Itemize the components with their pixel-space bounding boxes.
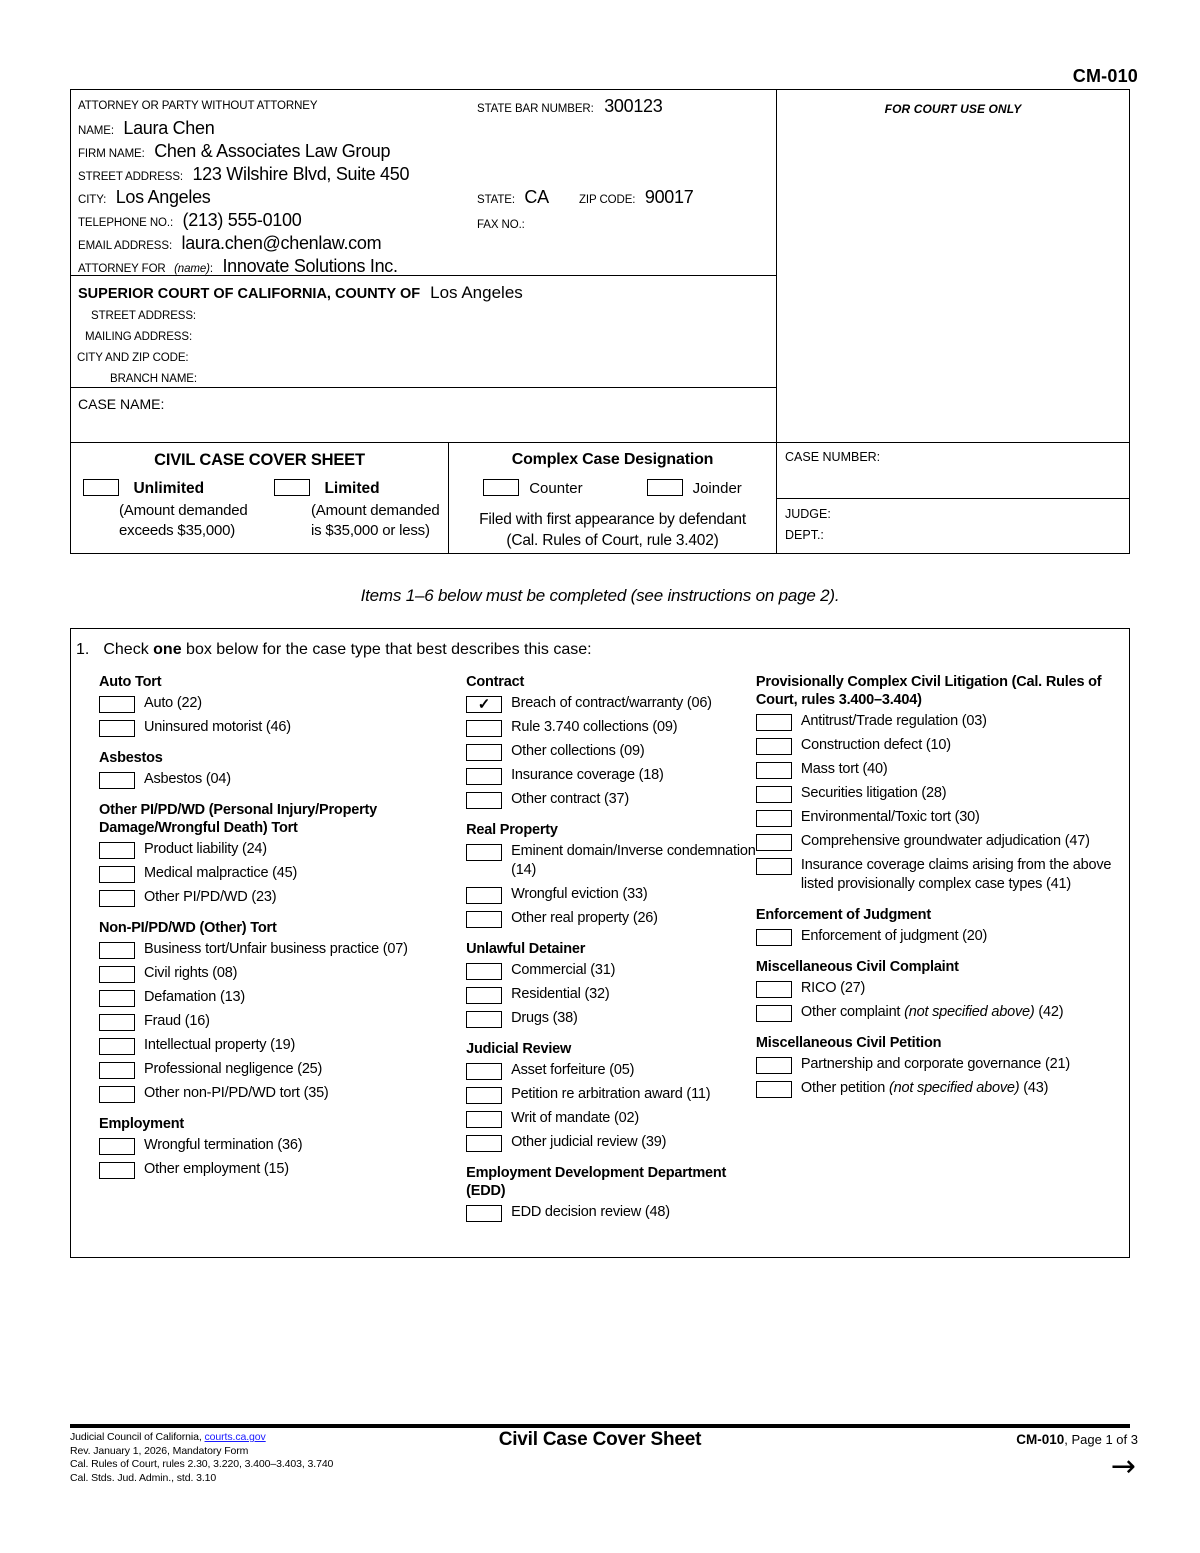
zip-field[interactable]: ZIP CODE: 90017 <box>579 187 694 207</box>
case-type-option[interactable] <box>756 979 1123 998</box>
case-type-option[interactable] <box>466 1061 756 1080</box>
case-type-group-heading: Provisionally Complex Civil Litigation (Cal. Rules of Court, rules 3.400–3.404) <box>755 674 1102 708</box>
case-type-option[interactable] <box>99 770 466 789</box>
case-type-option-label: EDD decision review (48) <box>511 1204 670 1220</box>
attorney-court-row <box>71 90 1129 442</box>
for-court-use-label: FOR COURT USE ONLY <box>884 102 1022 116</box>
case-type-option[interactable] <box>756 927 1123 946</box>
complex-filed-note <box>449 509 776 551</box>
caption-box <box>70 89 1130 554</box>
case-type-checkbox[interactable] <box>756 1005 792 1022</box>
case-type-option-label: Business tort/Unfair business practice (07) <box>144 941 408 957</box>
case-type-checkbox[interactable] <box>99 866 135 883</box>
case-type-checkbox[interactable] <box>99 1038 135 1055</box>
case-type-option[interactable] <box>466 985 756 1004</box>
footer-page-number: , Page 1 of 3 <box>1064 1432 1138 1447</box>
footer-line3: Cal. Rules of Court, rules 2.30, 3.220, 3.400–3.403, 3.740 <box>70 1458 334 1470</box>
case-type-option[interactable] <box>99 1160 466 1179</box>
court-title <box>78 283 523 303</box>
case-type-option-label: Commercial (31) <box>511 962 616 978</box>
case-type-option-label: Breach of contract/warranty (06) <box>511 695 712 711</box>
dept-label: DEPT.: <box>785 528 824 542</box>
case-type-checkbox[interactable] <box>756 834 792 851</box>
case-type-checkbox[interactable] <box>466 1011 502 1028</box>
case-type-option-label: Other petition (not specified above) (43) <box>800 1080 1049 1096</box>
item1-text-bold: one <box>153 641 182 658</box>
counter-checkbox[interactable] <box>483 479 519 496</box>
case-type-checkbox[interactable] <box>99 942 135 959</box>
case-type-group-heading: Auto Tort <box>99 674 162 690</box>
case-type-option[interactable] <box>756 712 1123 731</box>
limited-checkbox[interactable] <box>274 479 310 496</box>
case-type-option-label: Other complaint (not specified above) (42) <box>800 1004 1064 1020</box>
case-type-option-label: Wrongful eviction (33) <box>511 886 648 902</box>
case-name-label: CASE NAME: <box>78 396 165 412</box>
case-type-option[interactable] <box>466 1085 756 1104</box>
court-block <box>71 275 776 387</box>
case-type-option-label: Mass tort (40) <box>800 761 888 777</box>
attorney-for-field[interactable]: ATTORNEY FOR (name): Innovate Solutions Inc. <box>78 256 398 276</box>
footer-line1-pre: Judicial Council of California, <box>70 1431 205 1443</box>
case-type-option[interactable] <box>756 1003 1123 1022</box>
item1-number: 1. <box>76 641 90 658</box>
attorney-block <box>71 90 776 275</box>
case-type-checkbox[interactable] <box>99 772 135 789</box>
case-type-option[interactable] <box>756 832 1123 851</box>
form-number: CM-010 <box>1072 66 1138 86</box>
case-type-option-label: Other contract (37) <box>511 791 629 807</box>
case-type-option-label: Fraud (16) <box>144 1013 210 1029</box>
item1-heading <box>76 641 592 659</box>
for-court-use-box <box>777 90 1129 442</box>
joinder-label: Joinder <box>692 480 742 497</box>
case-type-option[interactable] <box>99 988 466 1007</box>
case-type-option[interactable] <box>756 760 1123 779</box>
case-type-option[interactable] <box>756 736 1123 755</box>
case-type-option[interactable] <box>99 1036 466 1055</box>
case-type-checkbox[interactable] <box>99 842 135 859</box>
case-type-columns <box>99 673 1123 1227</box>
court-mailing-address-field[interactable]: MAILING ADDRESS: <box>85 331 193 343</box>
state-bar-field[interactable]: STATE BAR NUMBER: 300123 <box>477 96 663 116</box>
case-type-option-label: Uninsured motorist (46) <box>144 719 291 735</box>
case-type-option-label: Product liability (24) <box>144 841 267 857</box>
case-type-option-label: Petition re arbitration award (11) <box>511 1086 711 1102</box>
case-type-option[interactable] <box>99 840 466 859</box>
city-value: Los Angeles <box>115 187 211 207</box>
case-type-checkbox[interactable] <box>466 1111 502 1128</box>
case-type-option-label: Residential (32) <box>511 986 610 1002</box>
firm-name-field[interactable]: FIRM NAME: Chen & Associates Law Group <box>78 141 391 161</box>
name-value: Laura Chen <box>123 118 215 138</box>
case-type-column-1 <box>99 673 466 1227</box>
case-type-option[interactable] <box>756 784 1123 803</box>
case-type-option[interactable] <box>99 940 466 959</box>
telephone-field[interactable]: TELEPHONE NO.: (213) 555-0100 <box>78 210 302 230</box>
case-type-checkbox[interactable] <box>466 844 502 861</box>
courts-website-link[interactable]: courts.ca.gov <box>204 1431 266 1443</box>
counter-label: Counter <box>529 480 583 497</box>
case-type-checkbox[interactable] <box>466 887 502 904</box>
case-type-option-label: Drugs (38) <box>511 1010 578 1026</box>
case-type-group-heading: Miscellaneous Civil Petition <box>755 1035 942 1051</box>
case-type-option[interactable] <box>756 808 1123 827</box>
case-type-checkbox[interactable] <box>466 1063 502 1080</box>
case-type-checkbox[interactable] <box>756 762 792 779</box>
case-type-checkbox[interactable] <box>466 1135 502 1152</box>
state-field[interactable]: STATE: CA <box>477 187 549 207</box>
case-type-checkbox[interactable] <box>99 966 135 983</box>
court-street-address-field[interactable]: STREET ADDRESS: <box>91 310 197 322</box>
email-field[interactable]: EMAIL ADDRESS: laura.chen@chenlaw.com <box>78 233 382 253</box>
case-type-checkbox[interactable] <box>99 1162 135 1179</box>
case-type-option-label: Construction defect (10) <box>800 737 951 753</box>
case-type-option[interactable] <box>466 1133 756 1152</box>
case-type-option-label: Auto (22) <box>144 695 202 711</box>
case-type-checkbox[interactable] <box>466 696 502 713</box>
unlimited-label: Unlimited <box>133 480 205 497</box>
case-type-option[interactable] <box>99 1060 466 1079</box>
cover-sheet-title: CIVIL CASE COVER SHEET <box>154 451 365 469</box>
case-type-option-label: Other non-PI/PD/WD tort (35) <box>144 1085 329 1101</box>
case-type-option[interactable] <box>99 718 466 737</box>
case-type-option[interactable] <box>466 742 756 761</box>
case-type-group-heading: Employment <box>99 1116 185 1132</box>
case-type-checkbox[interactable] <box>99 1086 135 1103</box>
case-type-checkbox[interactable] <box>756 738 792 755</box>
case-type-option-label: Enforcement of judgment (20) <box>800 928 988 944</box>
footer-form-title: Civil Case Cover Sheet <box>498 1429 702 1450</box>
case-type-group-heading: Unlawful Detainer <box>466 941 586 957</box>
case-type-checkbox[interactable] <box>466 720 502 737</box>
case-type-checkbox[interactable] <box>756 714 792 731</box>
counter-option[interactable] <box>483 479 582 497</box>
telephone-value: (213) 555-0100 <box>182 210 302 230</box>
case-type-checkbox[interactable] <box>466 768 502 785</box>
case-type-option-label: Medical malpractice (45) <box>144 865 298 881</box>
case-type-group-heading: Enforcement of Judgment <box>755 907 931 923</box>
judge-label: JUDGE: <box>785 507 831 521</box>
case-type-checkbox[interactable] <box>756 858 792 875</box>
case-type-option-label: Other judicial review (39) <box>511 1134 667 1150</box>
email-value: laura.chen@chenlaw.com <box>181 233 382 253</box>
case-type-group-heading: Real Property <box>466 822 558 838</box>
case-type-option[interactable] <box>99 864 466 883</box>
case-type-option[interactable] <box>466 790 756 809</box>
case-type-option[interactable] <box>466 718 756 737</box>
case-type-option-label: Other collections (09) <box>511 743 645 759</box>
attorney-for-value: Innovate Solutions Inc. <box>222 256 398 276</box>
case-type-option-label: Other real property (26) <box>511 910 658 926</box>
court-title-label: SUPERIOR COURT OF CALIFORNIA, COUNTY OF <box>78 286 421 302</box>
joinder-option[interactable] <box>647 479 742 497</box>
case-number-box[interactable] <box>777 443 1129 499</box>
case-type-checkbox[interactable] <box>99 1014 135 1031</box>
case-type-option[interactable] <box>99 1012 466 1031</box>
case-type-column-2 <box>466 673 756 1227</box>
case-type-checkbox[interactable] <box>466 1087 502 1104</box>
case-type-option[interactable] <box>756 1079 1123 1098</box>
cover-sheet-type-cell <box>71 443 449 553</box>
case-type-option-label: Securities litigation (28) <box>800 785 947 801</box>
case-type-checkbox[interactable] <box>99 696 135 713</box>
case-type-option[interactable] <box>466 1109 756 1128</box>
unlimited-description: (Amount demanded exceeds $35,000) <box>119 502 248 539</box>
case-type-group-heading: Miscellaneous Civil Complaint <box>755 959 959 975</box>
case-type-group-heading: Non-PI/PD/WD (Other) Tort <box>99 920 277 936</box>
case-type-option-label: Insurance coverage claims arising from the above listed provisionally complex case types (41) <box>800 857 1112 892</box>
footer-rule <box>70 1424 1130 1428</box>
firm-name-value: Chen & Associates Law Group <box>154 141 391 161</box>
limited-label: Limited <box>324 480 380 497</box>
case-type-option[interactable] <box>466 766 756 785</box>
zip-value: 90017 <box>644 187 694 207</box>
street-address-field[interactable]: STREET ADDRESS: 123 Wilshire Blvd, Suite 450 <box>78 164 410 184</box>
case-meta-cell <box>777 443 1129 553</box>
case-type-option-label: Intellectual property (19) <box>144 1037 296 1053</box>
case-type-option-label: Comprehensive groundwater adjudication (47) <box>800 833 1090 849</box>
case-type-checkbox[interactable] <box>466 792 502 809</box>
name-field[interactable]: NAME: Laura Chen <box>78 118 215 138</box>
case-type-option[interactable] <box>99 694 466 713</box>
case-type-option-label: Other employment (15) <box>144 1161 289 1177</box>
case-type-checkbox[interactable] <box>756 1081 792 1098</box>
case-type-group-heading: Employment Development Department (EDD) <box>466 1165 727 1199</box>
case-type-checkbox[interactable] <box>756 1057 792 1074</box>
unlimited-option[interactable] <box>83 479 204 498</box>
cover-sheet-band <box>71 442 1129 553</box>
case-type-option-label: Antitrust/Trade regulation (03) <box>800 713 987 729</box>
instruction-line: Items 1–6 below must be completed (see instructions on page 2). <box>360 586 840 605</box>
case-type-option[interactable] <box>466 909 756 928</box>
case-type-group-heading: Asbestos <box>99 750 163 766</box>
case-type-checkbox[interactable] <box>756 786 792 803</box>
case-type-option-label: Environmental/Toxic tort (30) <box>800 809 980 825</box>
case-type-option-label: Asbestos (04) <box>144 771 231 787</box>
case-type-checkbox[interactable] <box>466 987 502 1004</box>
footer-page-info <box>1016 1432 1138 1447</box>
case-type-checkbox[interactable] <box>466 1205 502 1222</box>
fax-field[interactable]: FAX NO.: <box>477 219 525 231</box>
footer-line4: Cal. Stds. Jud. Admin., std. 3.10 <box>70 1471 217 1484</box>
court-county-value: Los Angeles <box>430 283 523 302</box>
item1-text-a: Check <box>103 641 154 658</box>
case-type-checkbox[interactable] <box>99 720 135 737</box>
complex-designation-options <box>449 479 776 497</box>
case-type-checkbox[interactable] <box>99 890 135 907</box>
attorney-column <box>71 90 777 442</box>
case-type-option[interactable] <box>756 856 1123 894</box>
case-type-option-label: Professional negligence (25) <box>144 1061 323 1077</box>
complex-filed-line2: (Cal. Rules of Court, rule 3.402) <box>506 532 719 549</box>
court-branch-name-field[interactable]: BRANCH NAME: <box>110 373 197 385</box>
case-type-group-heading: Judicial Review <box>466 1041 572 1057</box>
unlimited-checkbox[interactable] <box>83 479 119 496</box>
item1-text-c: box below for the case type that best describes this case: <box>181 641 592 658</box>
case-type-option[interactable] <box>99 1136 466 1155</box>
case-type-option[interactable] <box>466 842 756 880</box>
case-type-checkbox[interactable] <box>466 911 502 928</box>
case-type-checkbox[interactable] <box>756 981 792 998</box>
street-address-value: 123 Wilshire Blvd, Suite 450 <box>192 164 410 184</box>
case-type-checkbox[interactable] <box>466 744 502 761</box>
case-type-option[interactable] <box>466 694 756 713</box>
case-type-option[interactable] <box>756 1055 1123 1074</box>
case-type-option-label: RICO (27) <box>800 980 866 996</box>
case-type-option[interactable] <box>466 1009 756 1028</box>
joinder-checkbox[interactable] <box>647 479 683 496</box>
case-type-checkbox[interactable] <box>756 929 792 946</box>
case-type-column-3 <box>756 673 1123 1227</box>
attorney-for-name-hint: (name) <box>174 263 210 275</box>
limited-option[interactable] <box>274 479 380 498</box>
case-type-group-heading: Contract <box>466 674 525 690</box>
case-type-option-label: Other PI/PD/WD (23) <box>144 889 277 905</box>
case-name-block[interactable] <box>71 387 776 442</box>
case-type-option-label: Asset forfeiture (05) <box>511 1062 635 1078</box>
attorney-section-label: ATTORNEY OR PARTY WITHOUT ATTORNEY <box>78 100 318 112</box>
item1-box <box>70 628 1130 1258</box>
case-type-option[interactable] <box>466 961 756 980</box>
case-type-option-label: Civil rights (08) <box>144 965 238 981</box>
case-type-option[interactable] <box>99 964 466 983</box>
limited-description: (Amount demanded is $35,000 or less) <box>311 502 440 539</box>
case-type-checkbox[interactable] <box>99 1138 135 1155</box>
complex-designation-title: Complex Case Designation <box>511 451 714 468</box>
case-type-option-label: Eminent domain/Inverse condemnation (14) <box>511 843 756 878</box>
case-type-option-label: Partnership and corporate governance (21) <box>800 1056 1070 1072</box>
complex-filed-line1: Filed with first appearance by defendant <box>479 511 746 528</box>
case-type-option-label: Wrongful termination (36) <box>144 1137 303 1153</box>
state-bar-value: 300123 <box>604 96 663 116</box>
state-value: CA <box>524 187 549 207</box>
case-type-option[interactable] <box>466 885 756 904</box>
case-type-option[interactable] <box>466 1203 756 1222</box>
case-type-option[interactable] <box>99 1084 466 1103</box>
footer-line2: Rev. January 1, 2026, Mandatory Form <box>70 1444 249 1457</box>
case-type-option-label: Writ of mandate (02) <box>511 1110 639 1126</box>
complex-designation-cell <box>449 443 777 553</box>
city-field[interactable]: CITY: Los Angeles <box>78 187 211 207</box>
next-page-arrow-icon: → <box>1110 1449 1136 1484</box>
case-type-checkbox[interactable] <box>756 810 792 827</box>
case-type-option[interactable] <box>99 888 466 907</box>
case-type-option-label: Defamation (13) <box>144 989 245 1005</box>
case-number-label: CASE NUMBER: <box>785 450 881 464</box>
case-type-group-heading: Other PI/PD/WD (Personal Injury/Property Damage/Wrongful Death) Tort <box>99 802 378 836</box>
case-type-checkbox[interactable] <box>99 990 135 1007</box>
case-type-checkbox[interactable] <box>99 1062 135 1079</box>
court-city-zip-field[interactable]: CITY AND ZIP CODE: <box>77 352 189 364</box>
case-type-checkbox[interactable] <box>466 963 502 980</box>
footer-form-number: CM-010 <box>1016 1432 1065 1447</box>
case-type-option-label: Rule 3.740 collections (09) <box>511 719 678 735</box>
case-type-option-label: Insurance coverage (18) <box>511 767 664 783</box>
